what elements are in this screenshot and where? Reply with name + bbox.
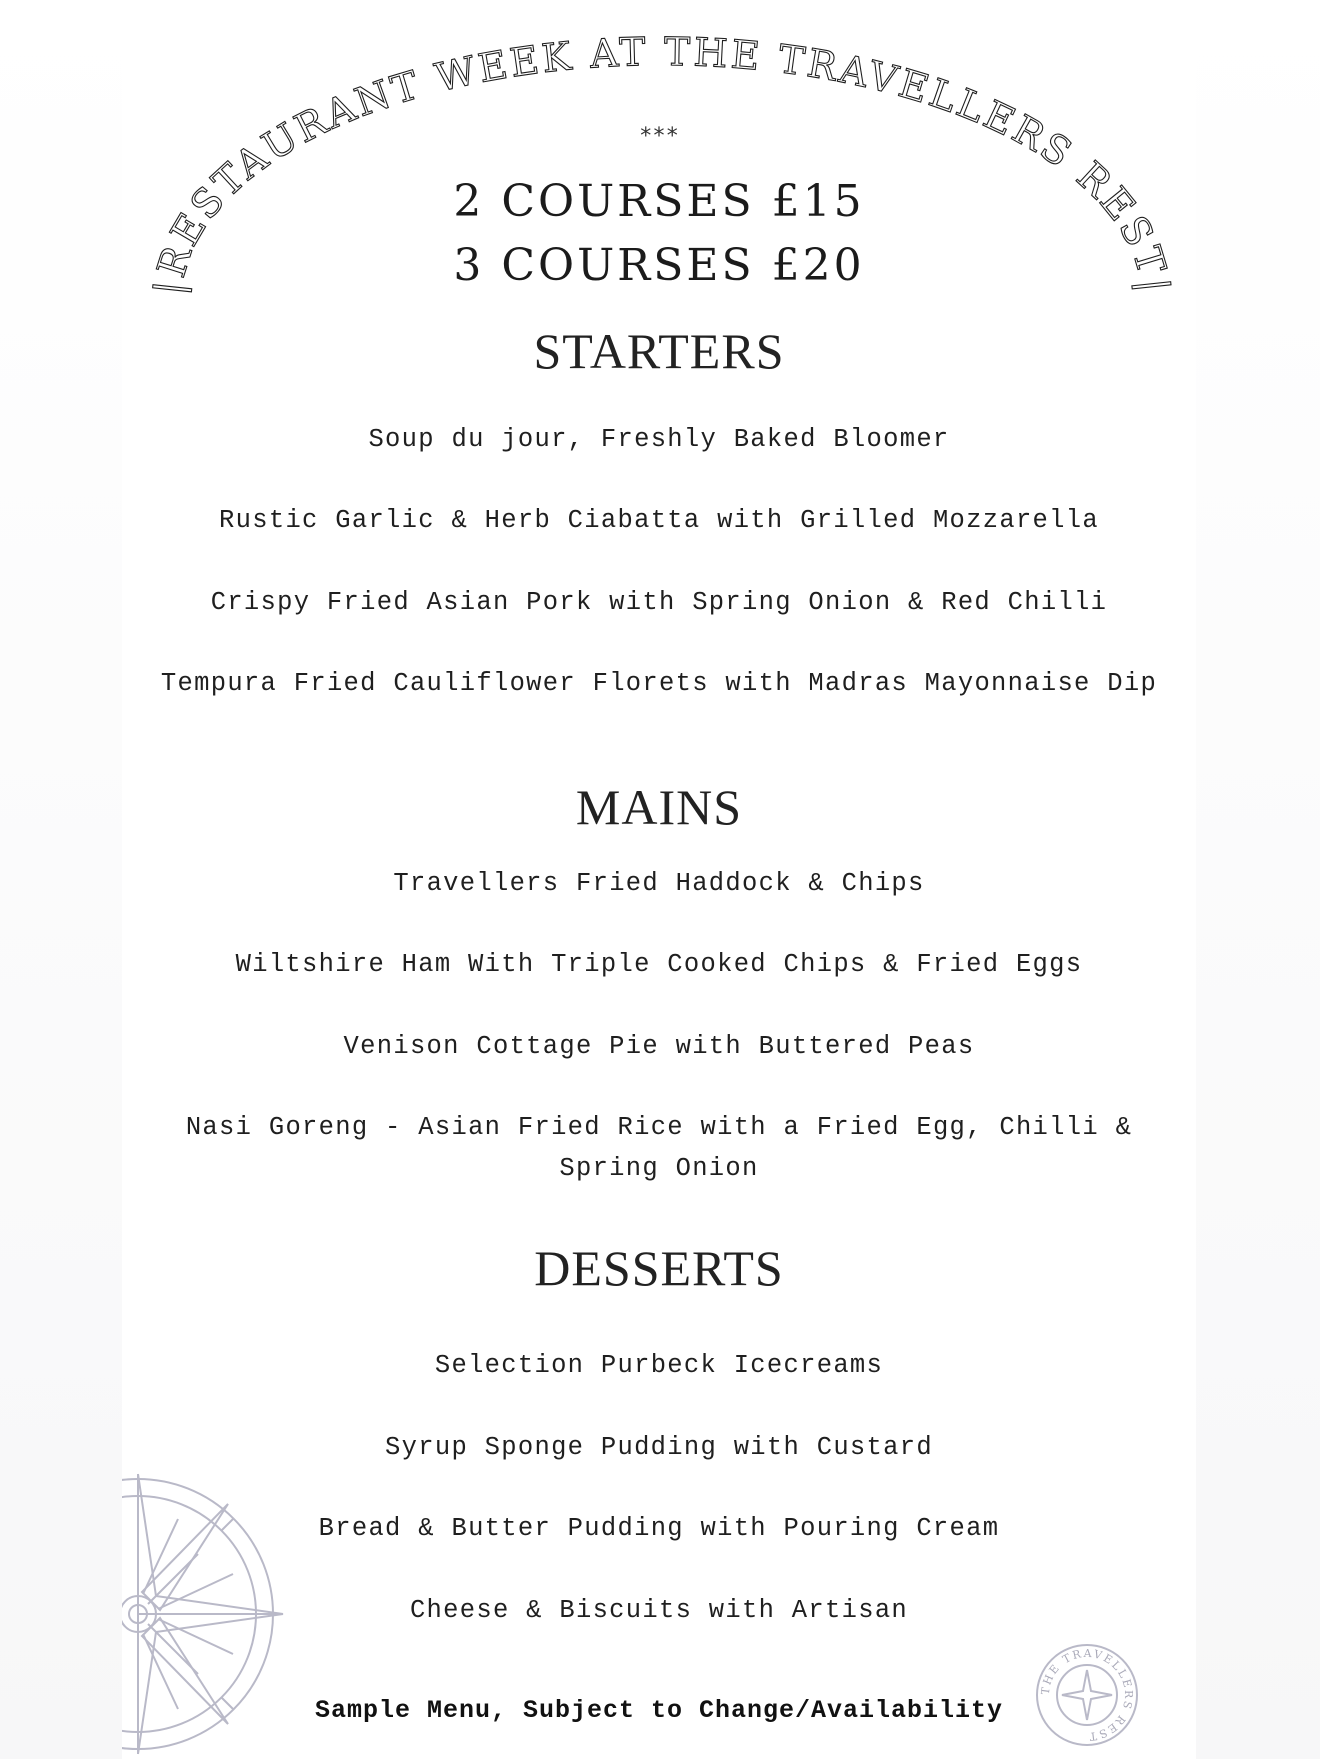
menu-page <box>122 0 1196 1759</box>
mains-heading: MAINS <box>575 779 743 835</box>
svg-text:THE TRAVELLERS REST: THE TRAVELLERS REST <box>1038 1646 1136 1744</box>
starter-item: Tempura Fried Cauliflower Florets with Madras Mayonnaise Dip <box>160 669 1158 698</box>
dessert-item: Selection Purbeck Icecreams <box>434 1351 884 1380</box>
starter-item: Soup du jour, Freshly Baked Bloomer <box>368 425 950 454</box>
travellers-rest-stamp-icon <box>1032 1640 1142 1750</box>
desserts-heading: DESSERTS <box>534 1240 784 1296</box>
price-two-courses: 2 COURSES £15 <box>453 176 865 227</box>
footer-note: Sample Menu, Subject to Change/Availability <box>314 1696 1004 1725</box>
price-block <box>122 170 1196 298</box>
starters-heading: STARTERS <box>533 323 785 379</box>
dessert-item: Syrup Sponge Pudding with Custard <box>385 1433 933 1462</box>
main-item: Nasi Goreng - Asian Fried Rice with a Fried Egg, Chilli & Spring Onion <box>185 1113 1133 1183</box>
price-three-courses: 3 COURSES £20 <box>453 240 865 291</box>
main-item: Wiltshire Ham With Triple Cooked Chips & Fried Eggs <box>235 950 1083 979</box>
header-divider: *** <box>639 124 679 149</box>
starter-item: Crispy Fried Asian Pork with Spring Onion & Red Chilli <box>210 588 1108 617</box>
main-item: Venison Cottage Pie with Buttered Peas <box>343 1032 975 1061</box>
main-item: Travellers Fried Haddock & Chips <box>393 869 925 898</box>
dessert-item: Bread & Butter Pudding with Pouring Cream <box>318 1514 1000 1543</box>
starter-item: Rustic Garlic & Herb Ciabatta with Grilled Mozzarella <box>219 506 1099 535</box>
arc-title-text: |RESTAURANT WEEK AT THE TRAVELLERS REST| <box>146 30 1178 297</box>
dessert-item: Cheese & Biscuits with Artisan <box>409 1596 909 1625</box>
